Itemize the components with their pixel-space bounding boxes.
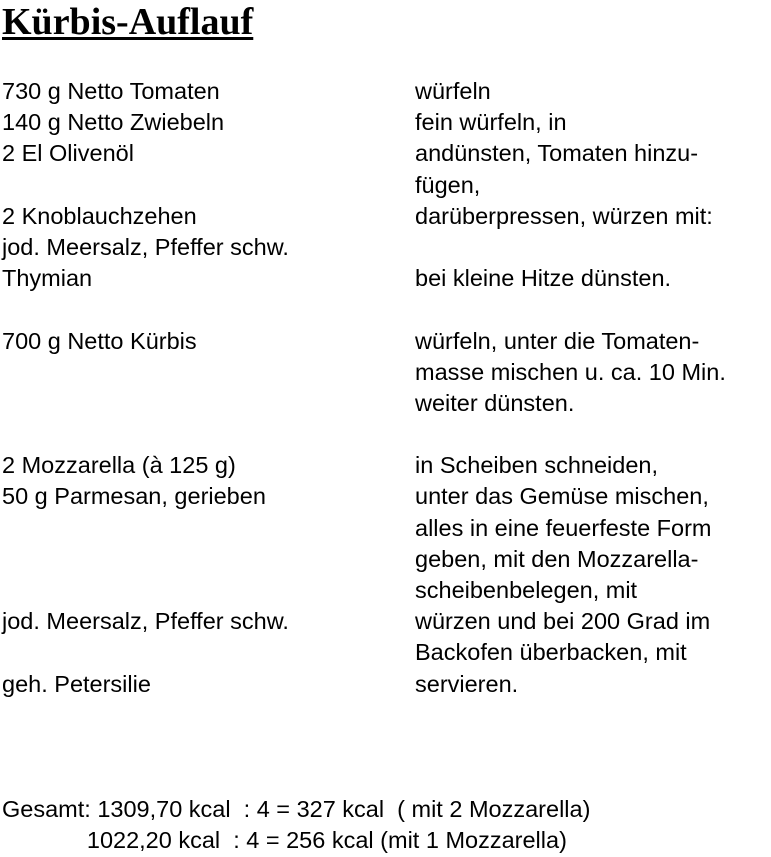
recipe-line [2, 606, 771, 637]
recipe-line [2, 450, 771, 481]
calorie-total-line: Gesamt: 1309,70 kcal : 4 = 327 kcal ( mit 2 Mozzarella) [2, 796, 591, 822]
recipe-line [2, 575, 771, 606]
recipe-line [2, 107, 771, 138]
instruction: in Scheiben schneiden, [415, 452, 659, 479]
recipe-line [2, 481, 771, 512]
recipe-line [2, 294, 771, 325]
ingredient: 140 g Netto Zwiebeln [2, 109, 225, 136]
ingredient: jod. Meersalz, Pfeffer schw. [2, 608, 289, 635]
instruction: darüberpressen, würzen mit: [415, 202, 713, 229]
instruction: geben, mit den Mozzarella- [415, 545, 699, 572]
ingredient: 2 El Olivenöl [2, 140, 134, 167]
instruction: alles in eine feuerfeste Form [415, 514, 712, 541]
instruction: unter das Gemüse mischen, [415, 483, 709, 510]
recipe-line [2, 201, 771, 232]
ingredient: Thymian [2, 265, 93, 292]
ingredient: 2 Mozzarella (à 125 g) [2, 452, 236, 479]
recipe-line [2, 138, 771, 169]
recipe-line [2, 513, 771, 544]
recipe-line [2, 388, 771, 419]
instruction: scheibenbelegen, mit [415, 577, 638, 603]
recipe-line [2, 544, 771, 575]
recipe-line [2, 326, 771, 357]
instruction: würfeln [415, 78, 491, 104]
recipe-line [2, 263, 771, 294]
ingredient: 2 Knoblauchzehen [2, 202, 197, 229]
ingredient: geh. Petersilie [2, 670, 151, 697]
instruction: würfeln, unter die Tomaten- [415, 327, 700, 354]
recipe-line [2, 637, 771, 668]
recipe-body [2, 76, 771, 700]
ingredient: jod. Meersalz, Pfeffer schw. [2, 233, 289, 260]
recipe-line [2, 357, 771, 388]
calorie-total-line: 1022,20 kcal : 4 = 256 kcal (mit 1 Mozzarella) [2, 827, 567, 854]
instruction: servieren. [415, 670, 519, 697]
recipe-line [2, 669, 771, 700]
instruction: bei kleine Hitze dünsten. [415, 265, 672, 292]
instruction: masse mischen u. ca. 10 Min. [415, 358, 726, 385]
recipe-line [2, 170, 771, 201]
ingredient: 700 g Netto Kürbis [2, 327, 197, 354]
recipe-line [2, 76, 771, 107]
recipe-title: Kürbis-Auflauf [2, 1, 254, 43]
instruction: Backofen überbacken, mit [415, 639, 687, 666]
instruction: würzen und bei 200 Grad im [415, 608, 711, 635]
instruction: fein würfeln, in [415, 109, 567, 136]
ingredient: 50 g Parmesan, gerieben [2, 483, 266, 510]
recipe-line [2, 419, 771, 450]
ingredient: 730 g Netto Tomaten [2, 78, 220, 104]
instruction: weiter dünsten. [415, 389, 575, 416]
instruction: fügen, [415, 171, 481, 198]
instruction: andünsten, Tomaten hinzu- [415, 140, 699, 167]
calorie-totals [2, 794, 771, 856]
recipe-line [2, 232, 771, 263]
